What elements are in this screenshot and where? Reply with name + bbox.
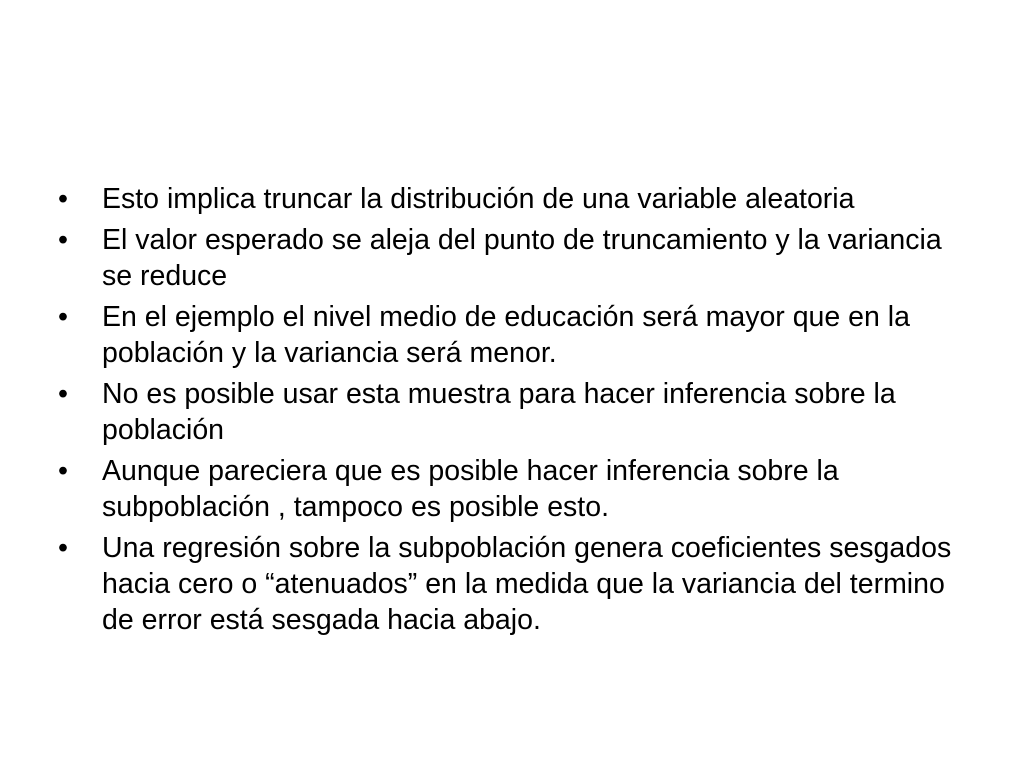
bullet-text: Esto implica truncar la distribución de una variable aleatoria [102,183,855,215]
bullet-text: Una regresión sobre la subpoblación genera coeficientes sesgados hacia cero o “atenuados” en la medida que la variancia del termino de error está sesgada hacia abajo. [102,532,952,636]
list-item [58,181,978,217]
bullet-icon: • [58,532,68,564]
list-item [58,376,978,448]
bullet-icon: • [58,455,68,487]
bullet-icon: • [58,224,68,256]
bullet-text: El valor esperado se aleja del punto de truncamiento y la variancia se reduce [102,224,942,292]
bullet-icon: • [58,183,68,215]
bullet-text: En el ejemplo el nivel medio de educación será mayor que en la población y la variancia será menor. [102,301,910,369]
bullet-text: Aunque pareciera que es posible hacer inferencia sobre la subpoblación , tampoco es posible esto. [102,455,839,523]
list-item [58,530,978,638]
bullet-icon: • [58,301,68,333]
bullet-icon: • [58,378,68,410]
list-item [58,299,978,371]
bullet-text: No es posible usar esta muestra para hacer inferencia sobre la población [102,378,896,446]
bullet-list [58,181,978,643]
list-item [58,222,978,294]
list-item [58,453,978,525]
